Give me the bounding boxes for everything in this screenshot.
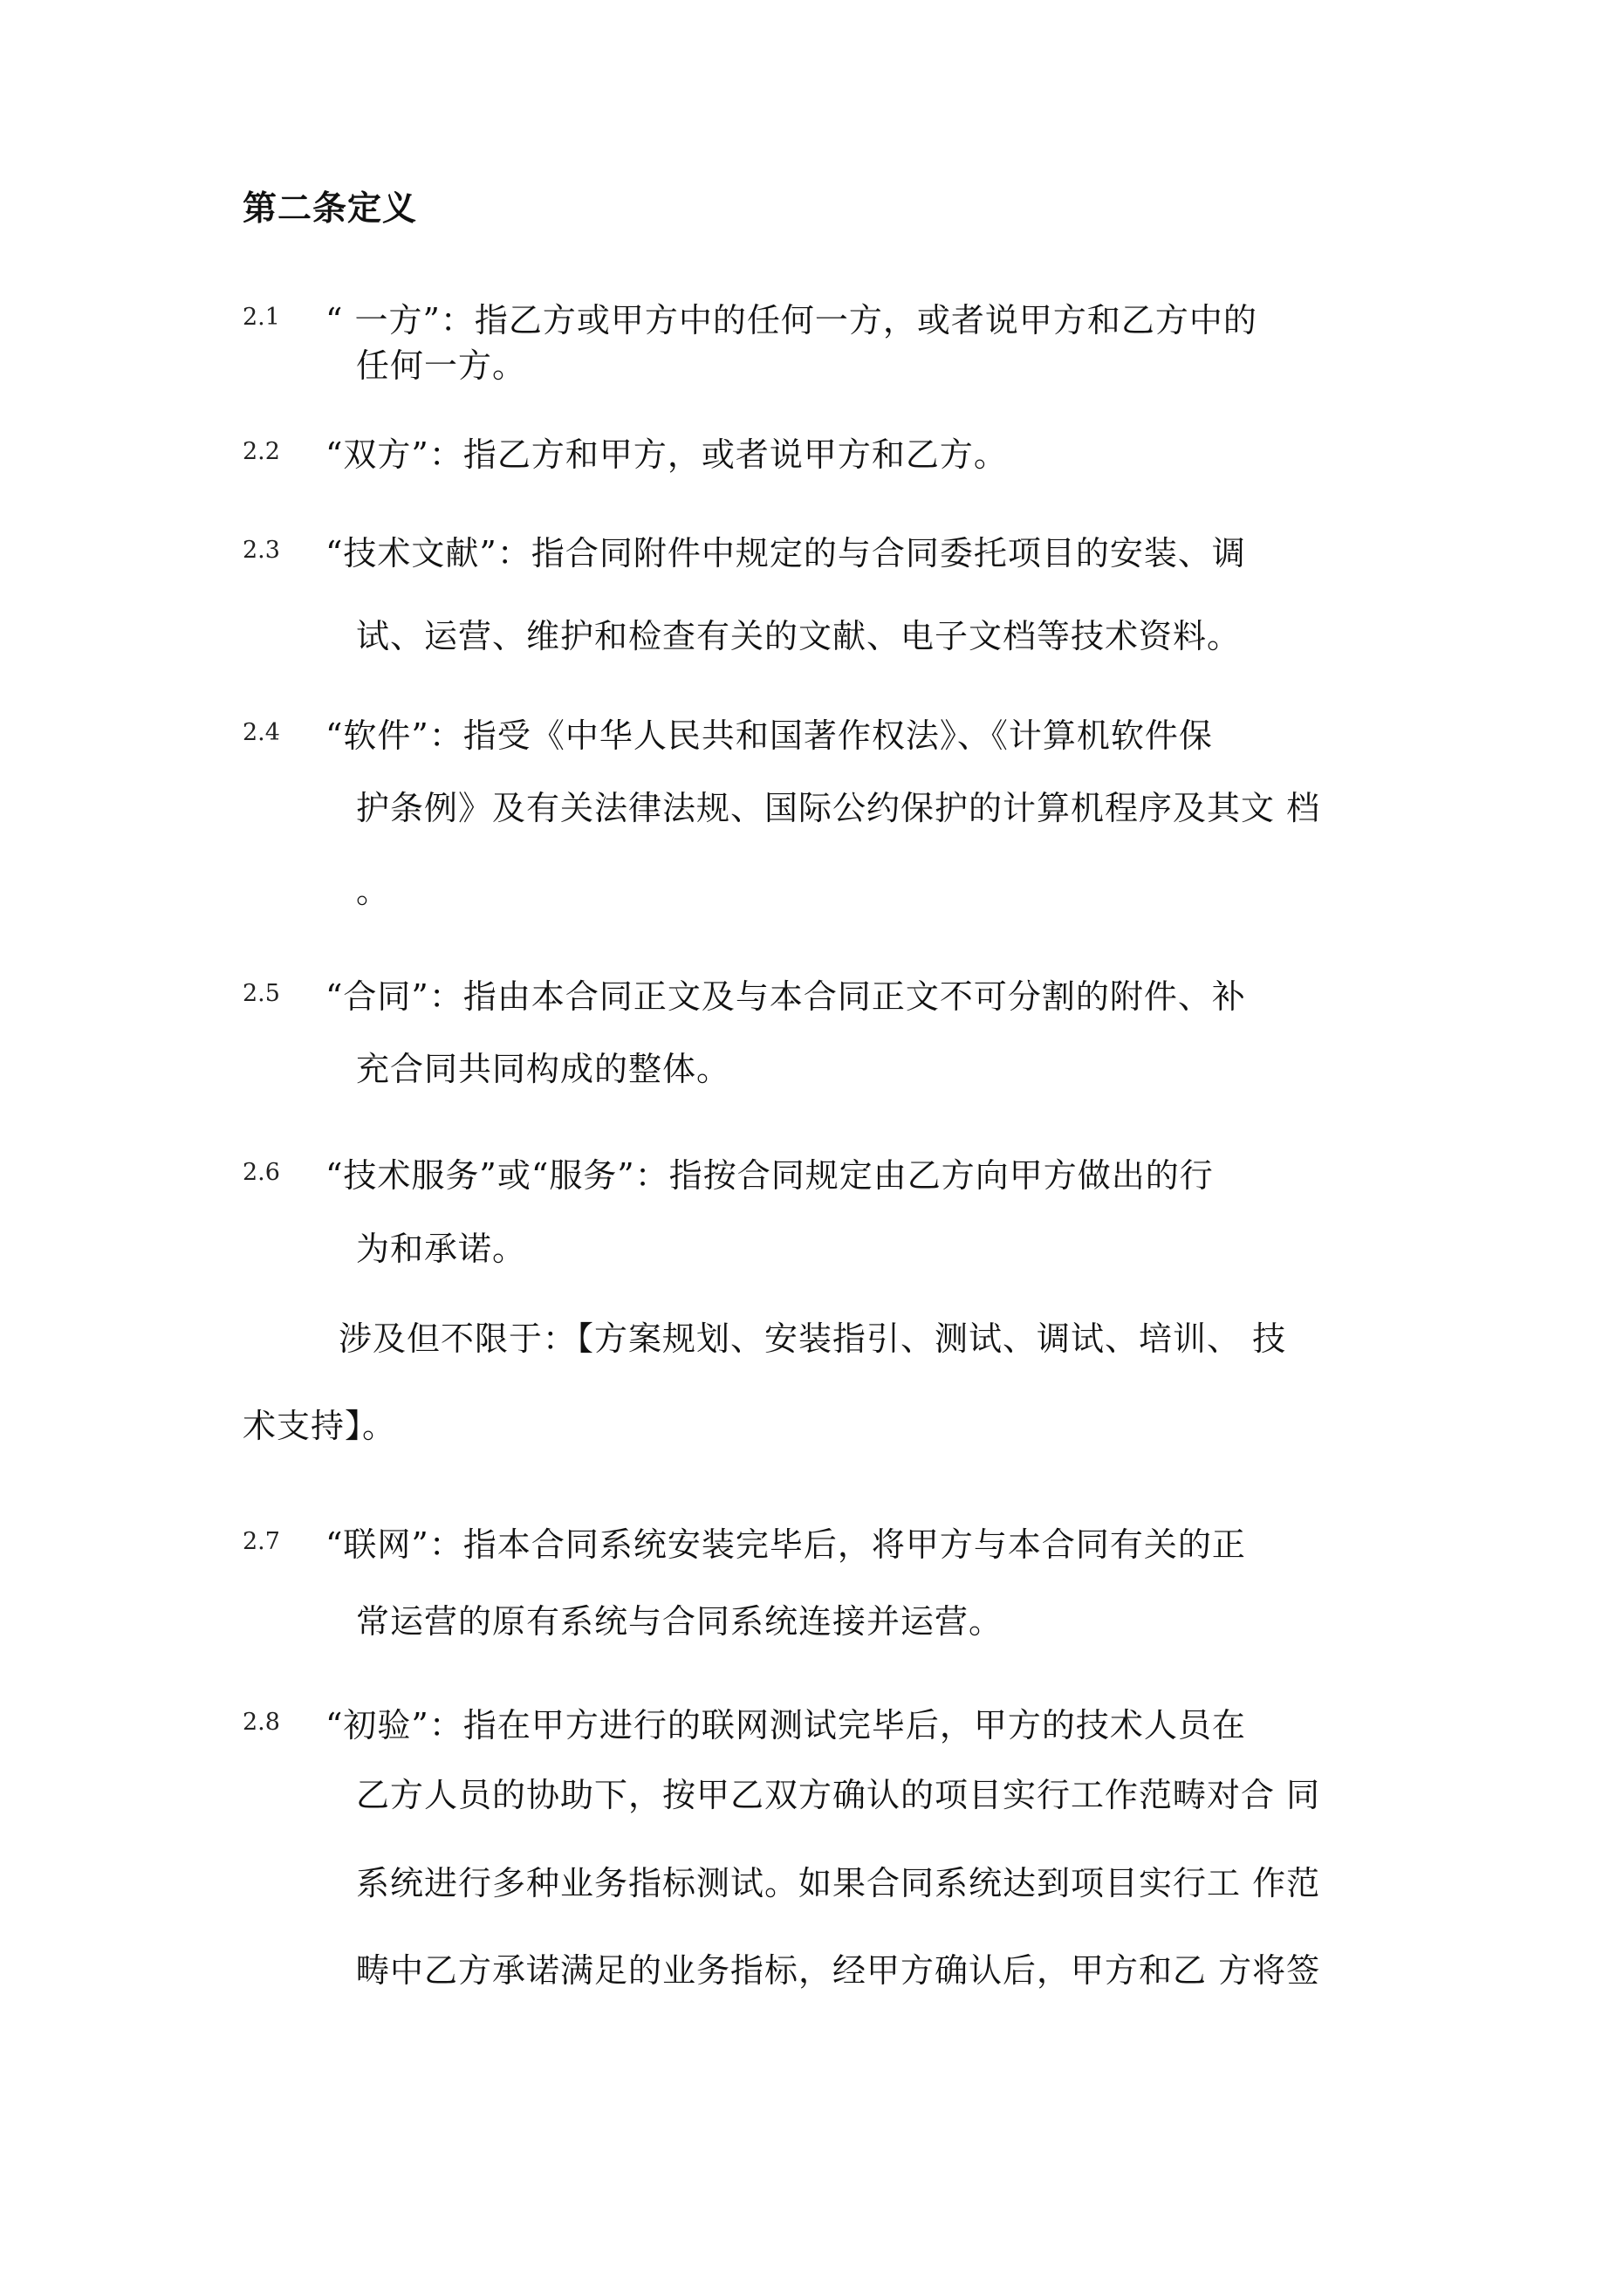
clause-text-line: “技术文献”：指合同附件中规定的与合同委托项目的安装、调 <box>325 534 1246 572</box>
clause-text-line: “ 一方”：指乙方或甲方中的任何一方，或者说甲方和乙方中的 <box>325 301 1257 339</box>
clause-text-line: 试、运营、维护和检查有关的文献、电子文档等技术资料。 <box>356 617 1242 655</box>
clause-text-line: 护条例》及有关法律法规、国际公约保护的计算机程序及其文 档 <box>356 789 1321 827</box>
clause-number: 2.2 <box>243 438 280 465</box>
clause-text-line: 乙方人员的协助下，按甲乙双方确认的项目实行工作范畴对合 同 <box>356 1776 1321 1814</box>
clause-text-line: 系统进行多种业务指标测试。如果合同系统达到项目实行工 作范 <box>356 1864 1321 1902</box>
clause-number: 2.5 <box>243 980 280 1007</box>
clause-number: 2.1 <box>243 304 280 331</box>
section-heading: 第二条定义 <box>243 188 418 229</box>
clause-text-line: “合同”：指由本合同正文及与本合同正文不可分割的附件、补 <box>325 977 1246 1016</box>
clause-text-line: “联网”：指本合同系统安装完毕后，将甲方与本合同有关的正 <box>325 1525 1246 1564</box>
clause-number: 2.7 <box>243 1528 280 1555</box>
scope-paragraph-line: 涉及但不限于：【方案规划、安装指引、测试、调试、培训、 技 <box>339 1319 1287 1358</box>
clause-number: 2.8 <box>243 1709 280 1736</box>
clause-text-line: “初验”：指在甲方进行的联网测试完毕后，甲方的技术人员在 <box>325 1706 1246 1744</box>
clause-text-line: “软件”：指受《中华人民共和国著作权法》、《计算机软件保 <box>325 716 1213 755</box>
clause-number: 2.4 <box>243 719 280 746</box>
clause-text-line: “双方”：指乙方和甲方，或者说甲方和乙方。 <box>325 435 1008 474</box>
clause-text-line: 常运营的原有系统与合同系统连接并运营。 <box>356 1602 1003 1641</box>
clause-text-line: “技术服务”或“服务”：指按合同规定由乙方向甲方做出的行 <box>325 1156 1214 1195</box>
clause-number: 2.6 <box>243 1159 280 1186</box>
clause-text-line: 为和承诺。 <box>356 1230 527 1268</box>
clause-text-line: 畴中乙方承诺满足的业务指标，经甲方确认后，甲方和乙 方将签 <box>356 1951 1321 1990</box>
scope-paragraph-line: 术支持】。 <box>243 1407 397 1445</box>
clause-text-line: 充合同共同构成的整体。 <box>356 1050 731 1088</box>
clause-text-line: 。 <box>356 872 391 910</box>
clause-number: 2.3 <box>243 537 280 564</box>
clause-text-line: 任何一方。 <box>356 346 527 385</box>
